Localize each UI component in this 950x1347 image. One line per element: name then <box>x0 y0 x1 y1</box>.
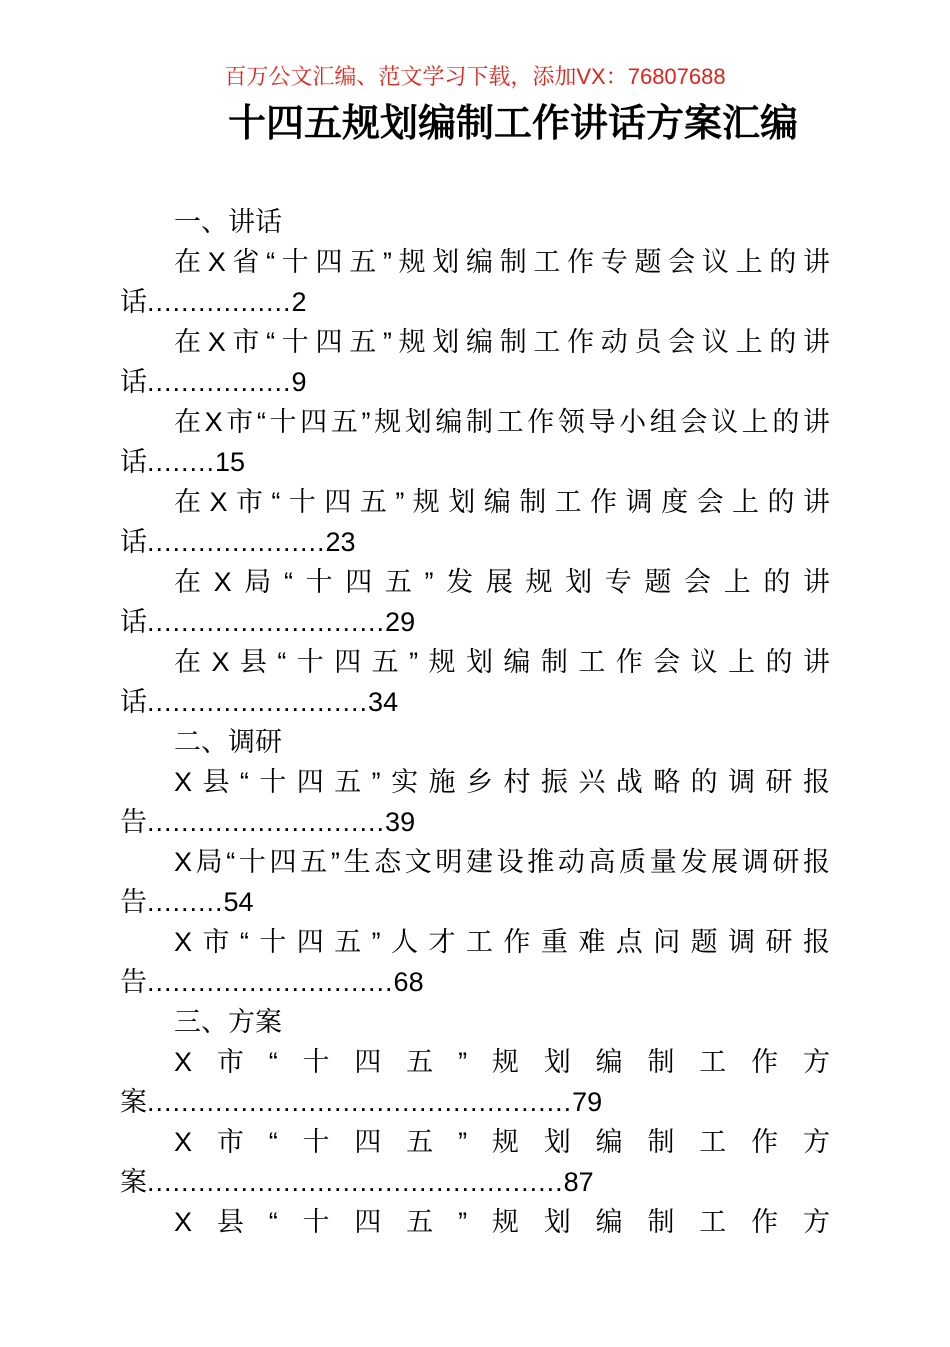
toc-entry-line2 <box>120 1162 830 1202</box>
toc-entry-page: 9 <box>291 367 307 397</box>
toc-entry-dots: .................................................. <box>147 1087 573 1117</box>
toc-entry-page: 68 <box>393 967 424 997</box>
toc-entry[interactable] <box>120 402 830 482</box>
toc-entry-dots: ......... <box>147 887 224 917</box>
toc-entry-dots: ............................. <box>147 967 394 997</box>
toc-entry-dots: ..................... <box>147 527 326 557</box>
toc-section-heading: 二、调研 <box>174 727 282 757</box>
toc-entry-page: 15 <box>215 447 246 477</box>
toc-entry-carry: 话 <box>120 607 147 637</box>
toc-entry-line2 <box>120 442 830 482</box>
promo-banner: 百万公文汇编、范文学习下载，添加VX：76807688 <box>224 64 726 89</box>
toc-entry-page: 87 <box>563 1167 594 1197</box>
toc-entry[interactable] <box>120 482 830 562</box>
toc-entry-line1: 在X市“十四五”规划编制工作领导小组会议上的讲 <box>174 407 830 437</box>
toc-entry-dots: .......................... <box>147 687 369 717</box>
toc-entry-carry: 话 <box>120 287 147 317</box>
toc-entry[interactable] <box>120 922 830 1002</box>
toc-entry-dots: ................. <box>147 287 292 317</box>
toc-entry[interactable] <box>120 1122 830 1202</box>
toc-entry-dots: ................................................. <box>147 1167 564 1197</box>
toc-entry-line2 <box>120 1082 830 1122</box>
toc-entry[interactable] <box>120 762 830 842</box>
toc-entry-page: 23 <box>325 527 356 557</box>
toc-entry-line1: 在X市“十四五”规划编制工作动员会议上的讲 <box>174 327 830 357</box>
toc-entry-line1: X县“十四五”规划编制工作方 <box>174 1207 830 1237</box>
toc-entry-page: 29 <box>385 607 416 637</box>
toc-entry-line2 <box>120 362 830 402</box>
toc-entry-line1: 在X省“十四五”规划编制工作专题会议上的讲 <box>174 247 830 277</box>
toc-entry-line2 <box>120 682 830 722</box>
toc-entry-dots: ........ <box>147 447 216 477</box>
toc-entry-page: 34 <box>368 687 399 717</box>
toc-section-heading: 三、方案 <box>174 1007 282 1037</box>
toc-entry-line1: 在X县“十四五”规划编制工作会议上的讲 <box>174 647 830 677</box>
toc-entry-carry: 话 <box>120 527 147 557</box>
toc-entry-carry: 告 <box>120 967 147 997</box>
toc-entry-carry: 告 <box>120 807 147 837</box>
toc-entry-line1: X县“十四五”实施乡村振兴战略的调研报 <box>174 767 830 797</box>
toc-entry-carry: 话 <box>120 367 147 397</box>
toc-entry-page: 79 <box>572 1087 603 1117</box>
toc-entry[interactable] <box>120 242 830 322</box>
toc-entry-line1: 在X局“十四五”发展规划专题会上的讲 <box>174 567 830 597</box>
toc-entry-line2 <box>120 522 830 562</box>
toc-entry[interactable] <box>120 1042 830 1122</box>
toc-entry-page: 2 <box>291 287 307 317</box>
toc-entry-dots: ................. <box>147 367 292 397</box>
table-of-contents <box>120 202 830 1242</box>
toc-entry[interactable] <box>120 842 830 922</box>
toc-entry-carry: 话 <box>120 447 147 477</box>
toc-entry-line1: X局“十四五”生态文明建设推动高质量发展调研报 <box>174 847 830 877</box>
doc-title: 十四五规划编制工作讲话方案汇编 <box>227 103 798 145</box>
toc-entry[interactable] <box>120 322 830 402</box>
toc-section-heading: 一、讲话 <box>174 207 282 237</box>
toc-entry-dots: ............................ <box>147 607 386 637</box>
toc-entry-page: 39 <box>385 807 416 837</box>
toc-entry-line2 <box>120 602 830 642</box>
toc-entry[interactable] <box>120 642 830 722</box>
toc-entry-line2 <box>120 282 830 322</box>
toc-entry-line1: X市“十四五”规划编制工作方 <box>174 1127 830 1157</box>
toc-entry-line2 <box>120 962 830 1002</box>
toc-entry-line2 <box>120 802 830 842</box>
toc-entry-line1: X市“十四五”人才工作重难点问题调研报 <box>174 927 830 957</box>
toc-entry-line2 <box>120 882 830 922</box>
toc-entry-line1: X市“十四五”规划编制工作方 <box>174 1047 830 1077</box>
toc-entry-carry: 告 <box>120 887 147 917</box>
toc-entry-carry: 案 <box>120 1167 147 1197</box>
toc-entry-carry: 案 <box>120 1087 147 1117</box>
toc-entry-page: 54 <box>223 887 254 917</box>
toc-entry[interactable] <box>120 562 830 642</box>
toc-entry[interactable] <box>120 1202 830 1242</box>
toc-entry-carry: 话 <box>120 687 147 717</box>
toc-entry-dots: ............................ <box>147 807 386 837</box>
toc-entry-line1: 在X市“十四五”规划编制工作调度会上的讲 <box>174 487 830 517</box>
